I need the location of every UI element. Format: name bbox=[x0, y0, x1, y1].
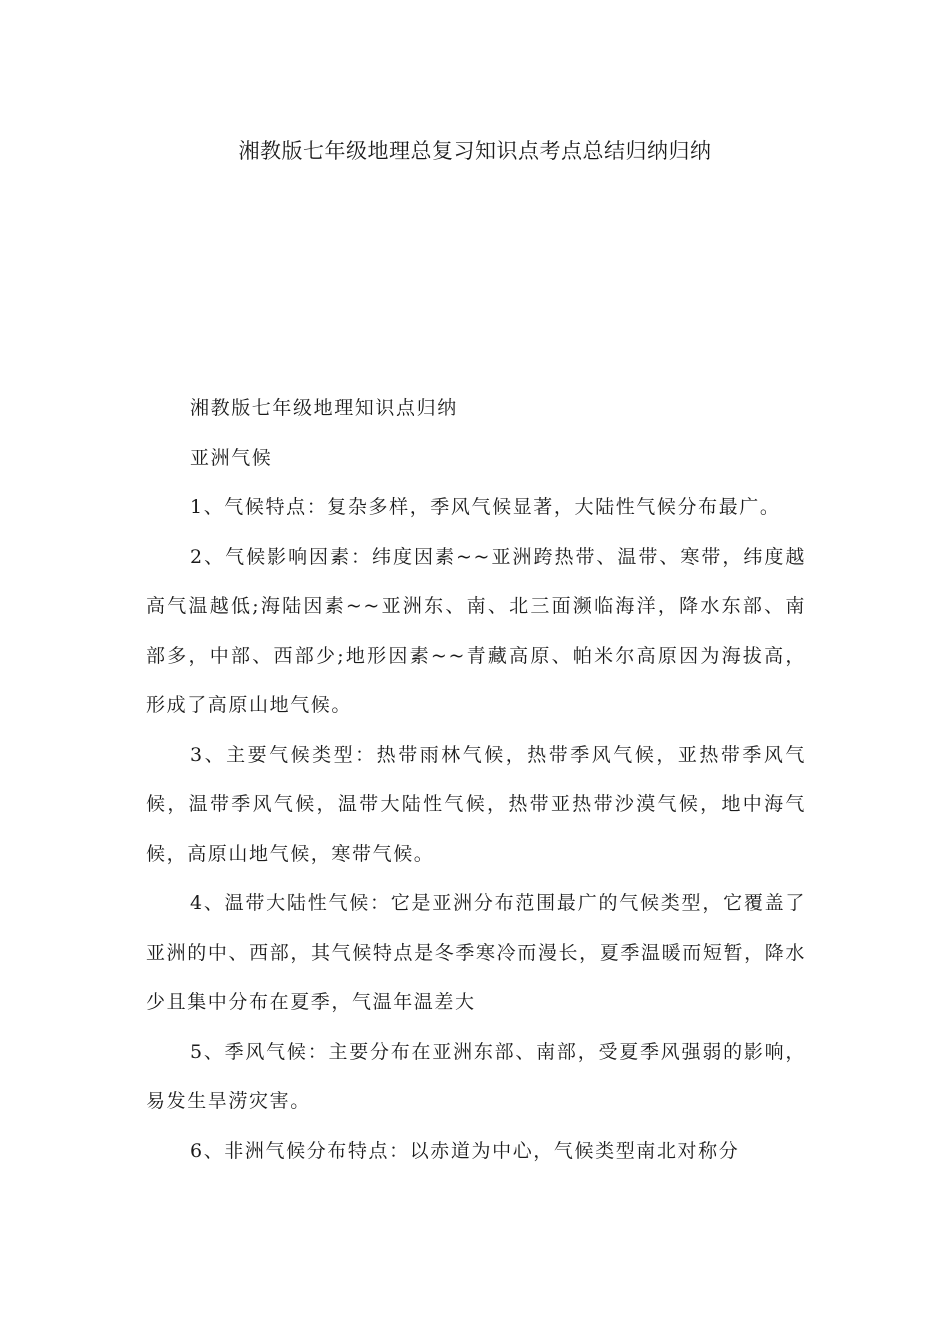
paragraph-1: 1、气候特点：复杂多样，季风气候显著，大陆性气候分布最广。 bbox=[190, 496, 781, 518]
subsection-title: 亚洲气候 bbox=[190, 446, 273, 469]
section-title: 湘教版七年级地理知识点归纳 bbox=[190, 397, 458, 419]
paragraph-6: 6、非洲气候分布特点：以赤道为中心，气候类型南北对称分 bbox=[190, 1139, 740, 1162]
paragraph-2: 2、气候影响因素：纬度因素~~亚洲跨热带、温带、寒带，纬度越高气温越低;海陆因素~~亚洲东、南、北三面濒临海洋，降水东部、南部多，中部、西部少;地形因素~~青藏高原、帕米尔高原因为海拔高，形成了高原山地气候。 bbox=[146, 545, 806, 716]
document-title: 湘教版七年级地理总复习知识点考点总结归纳归纳 bbox=[238, 139, 712, 163]
paragraph-4: 4、温带大陆性气候：它是亚洲分布范围最广的气候类型，它覆盖了亚洲的中、西部，其气候特点是冬季寒冷而漫长，夏季温暖而短暂，降水少且集中分布在夏季，气温年温差大 bbox=[146, 892, 806, 1013]
paragraph-3: 3、主要气候类型：热带雨林气候，热带季风气候，亚热带季风气候，温带季风气候，温带大陆性气候，热带亚热带沙漠气候，地中海气候，高原山地气候，寒带气候。 bbox=[146, 743, 806, 865]
paragraph-5: 5、季风气候：主要分布在亚洲东部、南部，受夏季风强弱的影响，易发生旱涝灾害。 bbox=[146, 1040, 806, 1112]
document-body bbox=[146, 384, 806, 1176]
